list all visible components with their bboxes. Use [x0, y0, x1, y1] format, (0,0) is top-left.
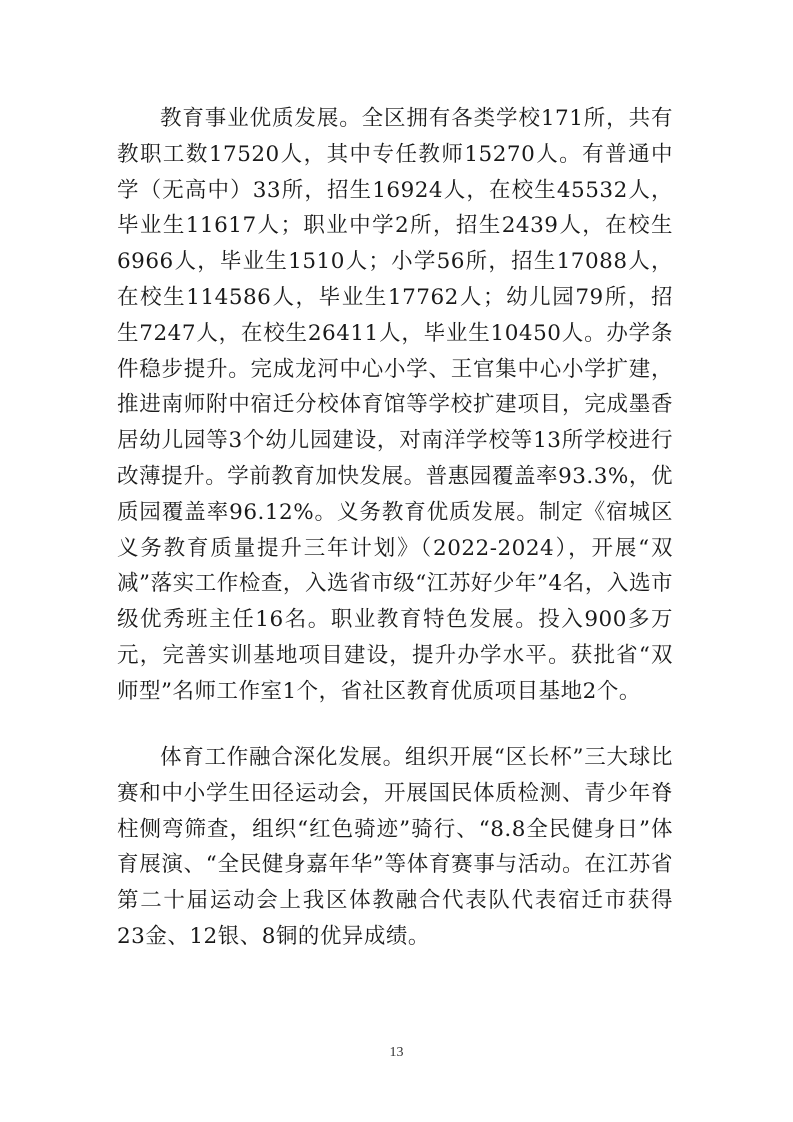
school-conditions-text: 完成龙河中心小学、王官集中心小学扩建，推进南师附中宿迁分校体育馆等学校扩建项目，完成墨香居幼儿园等3个幼儿园建设，对南洋学校等13所学校进行改薄提升。	[117, 356, 673, 489]
education-paragraph	[117, 101, 673, 710]
sports-paragraph	[117, 740, 673, 955]
heading-education-development: 教育事业优质发展。	[160, 106, 362, 131]
heading-preschool: 学前教育加快发展。	[227, 463, 426, 489]
page-number: 13	[389, 1045, 404, 1060]
heading-sports-development: 体育工作融合深化发展。	[160, 745, 405, 770]
heading-vocational-education: 职业教育特色发展。	[330, 607, 539, 633]
heading-compulsory-education: 义务教育优质发展。	[336, 499, 539, 525]
vocational-education-text: 投入900多万元，完善实训基地项目建设，提升办学水平。获批省“双师型”名师工作室1个，省社区教育优质项目基地2个。	[117, 607, 673, 704]
preschool-text: 普惠园覆盖率93.3%，优质园覆盖率96.12%。	[117, 463, 673, 525]
sports-text: 组织开展“区长杯”三大球比赛和中小学生田径运动会，开展国民体质检测、青少年脊柱侧弯筛查，组织“红色骑迹”骑行、“8.8全民健身日”体育展演、“全民健身嘉年华”等体育赛事与活动。在江苏省第二十届运动会上我区体教融合代表队代表宿迁市获得23金、12银、8铜的优异成绩。	[117, 745, 673, 949]
education-stats-text: 全区拥有各类学校171所，共有教职工数17520人，其中专任教师15270人。有普通中学（无高中）33所，招生16924人，在校生45532人，毕业生11617人；职业中学2所，招生2439人，在校生6966人，毕业生1510人；小学56所，招生17088人，在校生114586人，毕业生17762人；幼儿园79所，招生7247人，在校生26411人，毕业生10450人。	[117, 106, 673, 346]
heading-school-conditions: 办学条件稳步提升。	[117, 320, 673, 382]
compulsory-education-text: 制定《宿城区义务教育质量提升三年计划》（2022-2024），开展“双减”落实工作检查，入选省市级“江苏好少年”4名，入选市级优秀班主任16名。	[117, 499, 673, 633]
